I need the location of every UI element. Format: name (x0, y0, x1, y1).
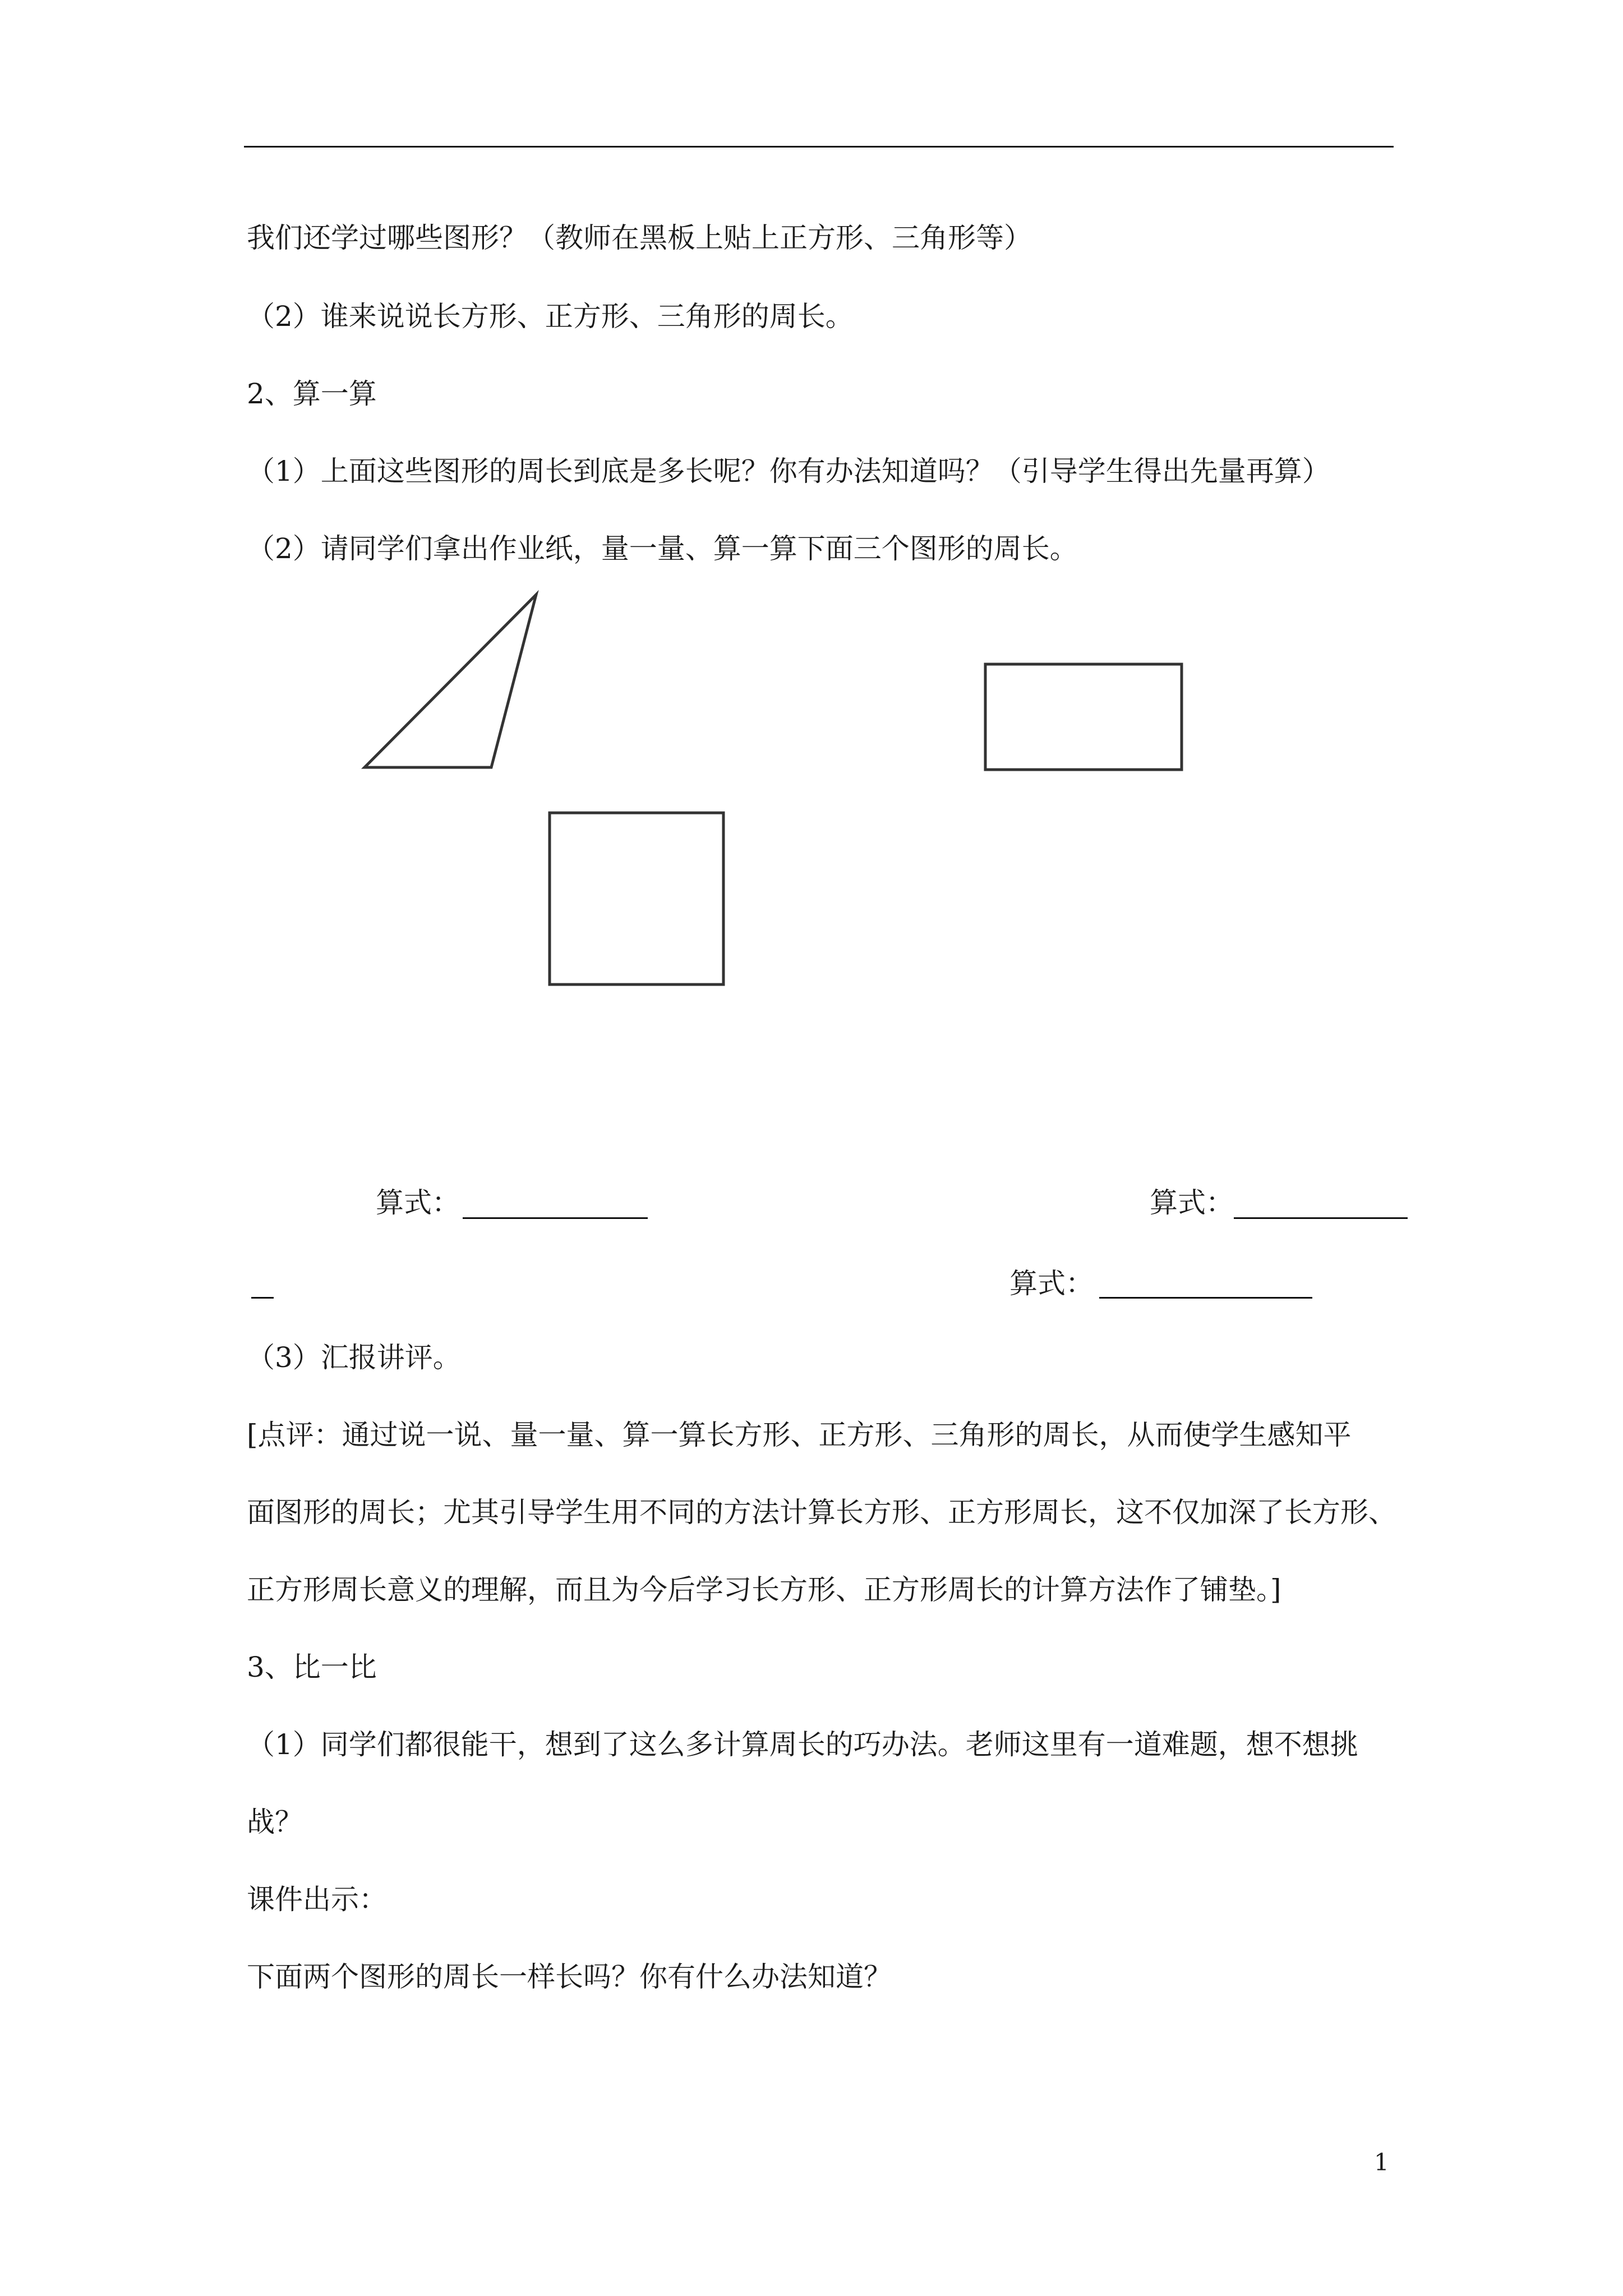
text-line-12: 战？ (247, 1806, 303, 1838)
comment-line-1: [点评：通过说一说、量一量、算一算长方形、正方形、三角形的周长，从而使学生感知平 (247, 1419, 1352, 1451)
text-line-6: （3）汇报讲评。 (247, 1341, 461, 1374)
section-heading-2: 2、算一算 (247, 378, 377, 410)
square-figure (547, 811, 727, 990)
formula-answer-line-3[interactable] (1099, 1297, 1312, 1299)
formula-answer-line-2-continued (251, 1297, 274, 1299)
triangle-figure (359, 589, 544, 774)
formula-label-1: 算式： (376, 1186, 460, 1219)
formula-answer-line-1[interactable] (463, 1217, 648, 1219)
text-line-2: （2）谁来说说长方形、正方形、三角形的周长。 (247, 300, 854, 333)
text-line-4: （1）上面这些图形的周长到底是多长呢？你有办法知道吗？（引导学生得出先量再算） (247, 455, 1330, 487)
header-rule (244, 146, 1394, 148)
formula-answer-line-2[interactable] (1234, 1217, 1408, 1219)
text-line-11: （1）同学们都很能干，想到了这么多计算周长的巧办法。老师这里有一道难题，想不想挑 (247, 1728, 1358, 1761)
text-line-5: （2）请同学们拿出作业纸，量一量、算一算下面三个图形的周长。 (247, 532, 1078, 565)
section-heading-3: 3、比一比 (247, 1651, 377, 1683)
page-number: 1 (1374, 2148, 1389, 2176)
text-line-13: 课件出示： (247, 1883, 387, 1916)
comment-line-2: 面图形的周长；尤其引导学生用不同的方法计算长方形、正方形周长，这不仅加深了长方形、 (247, 1496, 1396, 1529)
formula-label-3: 算式： (1009, 1267, 1094, 1300)
formula-label-2: 算式： (1150, 1186, 1234, 1219)
rectangle-figure (983, 662, 1185, 774)
text-line-14: 下面两个图形的周长一样长吗？你有什么办法知道？ (247, 1961, 892, 1993)
comment-line-3: 正方形周长意义的理解，而且为今后学习长方形、正方形周长的计算方法作了铺垫。] (247, 1573, 1281, 1606)
text-line-1: 我们还学过哪些图形？（教师在黑板上贴上正方形、三角形等） (247, 222, 1032, 254)
